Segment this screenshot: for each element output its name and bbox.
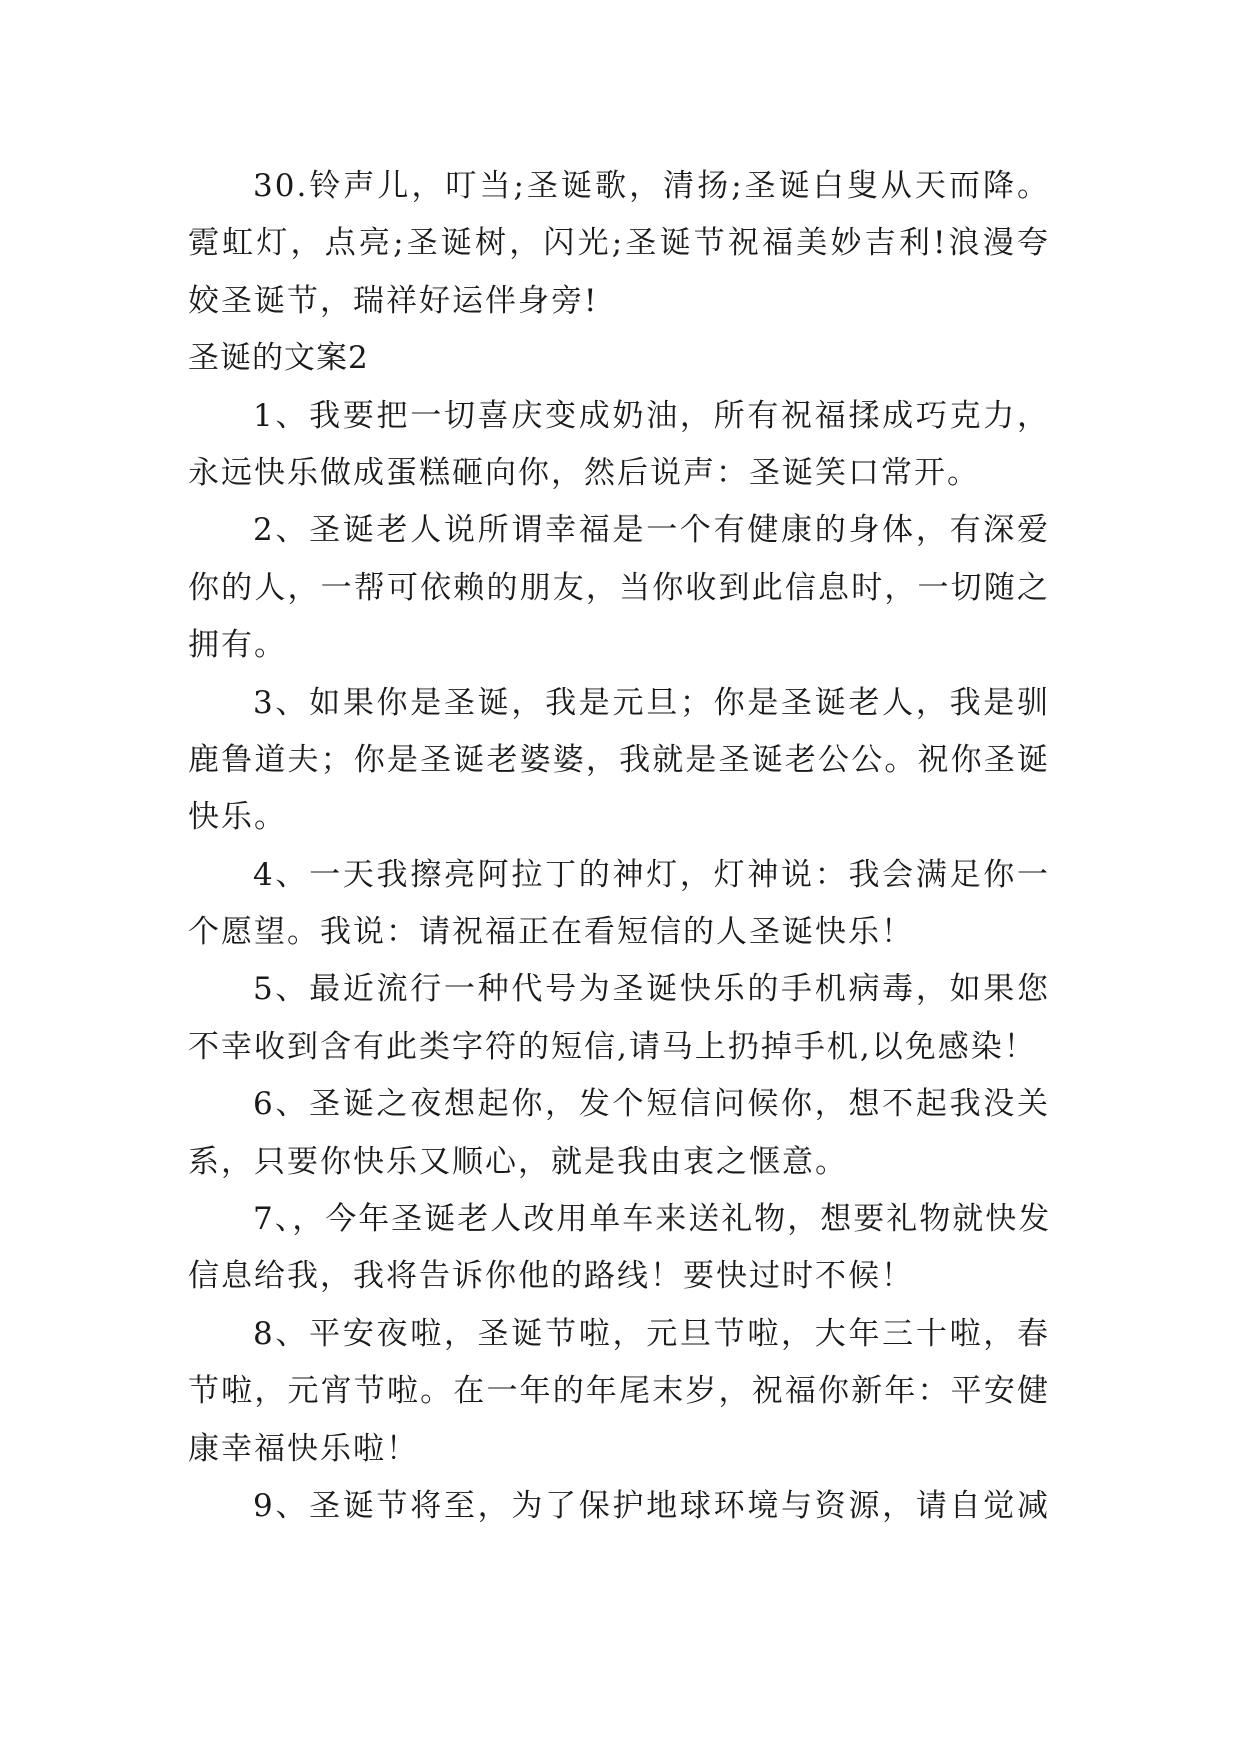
list-item (188, 1191, 1050, 1306)
text-line: 4、一天我擦亮阿拉丁的神灯，灯神说：我会满足你一 (253, 856, 1050, 893)
text-line: 拥有。 (188, 627, 287, 664)
text-line: 1、我要把一切喜庆变成奶油，所有祝福揉成巧克力， (253, 397, 1050, 434)
text-line: 系，只要你快乐又顺心，就是我由衷之惬意。 (188, 1143, 848, 1180)
list-item (188, 388, 1050, 503)
text-line: 不幸收到含有此类字符的短信,请马上扔掉手机,以免感染！ (188, 1028, 1037, 1065)
text-line: 30.铃声儿，叮当;圣诞歌，清扬;圣诞白叟从天而降。 (253, 168, 1050, 204)
text-line: 康幸福快乐啦！ (188, 1430, 419, 1467)
text-line: 永远快乐做成蛋糕砸向你，然后说声：圣诞笑口常开。 (188, 454, 980, 491)
text-line: 信息给我，我将告诉你他的路线！要快过时不候！ (188, 1258, 914, 1295)
list-item (188, 961, 1050, 1076)
text-line: 鹿鲁道夫；你是圣诞老婆婆，我就是圣诞老公公。祝你圣诞 (188, 741, 1050, 778)
text-line: 姣圣诞节，瑞祥好运伴身旁! (188, 282, 599, 319)
text-line: 9、圣诞节将至，为了保护地球环境与资源，请自觉减 (253, 1487, 1050, 1524)
text-line: 3、如果你是圣诞，我是元旦；你是圣诞老人，我是驯 (253, 684, 1050, 721)
list-item (188, 502, 1050, 674)
section-title: 圣诞的文案2 (188, 340, 369, 377)
text-line: 快乐。 (188, 799, 287, 836)
text-line: 你的人，一帮可依赖的朋友，当你收到此信息时，一切随之 (188, 569, 1050, 606)
text-line: 5、最近流行一种代号为圣诞快乐的手机病毒，如果您 (253, 971, 1050, 1008)
text-line: 6、圣诞之夜想起你，发个短信问候你，想不起我没关 (253, 1086, 1050, 1123)
paragraph-30 (188, 158, 1050, 330)
list-item (188, 675, 1050, 847)
text-line: 8、平安夜啦，圣诞节啦，元旦节啦，大年三十啦，春 (253, 1315, 1050, 1352)
list-item (188, 1306, 1050, 1478)
list-item (188, 847, 1050, 962)
list-item (188, 1076, 1050, 1191)
text-line: 节啦，元宵节啦。在一年的年尾末岁，祝福你新年：平安健 (188, 1373, 1050, 1410)
document-body (188, 158, 1050, 1535)
list-item (188, 1478, 1050, 1535)
text-line: 7、，今年圣诞老人改用单车来送礼物，想要礼物就快发 (253, 1201, 1052, 1238)
text-line: 个愿望。我说：请祝福正在看短信的人圣诞快乐！ (188, 914, 914, 951)
text-line: 霓虹灯，点亮;圣诞树，闪光;圣诞节祝福美妙吉利!浪漫夸 (188, 225, 1050, 262)
text-line: 2、圣诞老人说所谓幸福是一个有健康的身体，有深爱 (253, 512, 1050, 549)
